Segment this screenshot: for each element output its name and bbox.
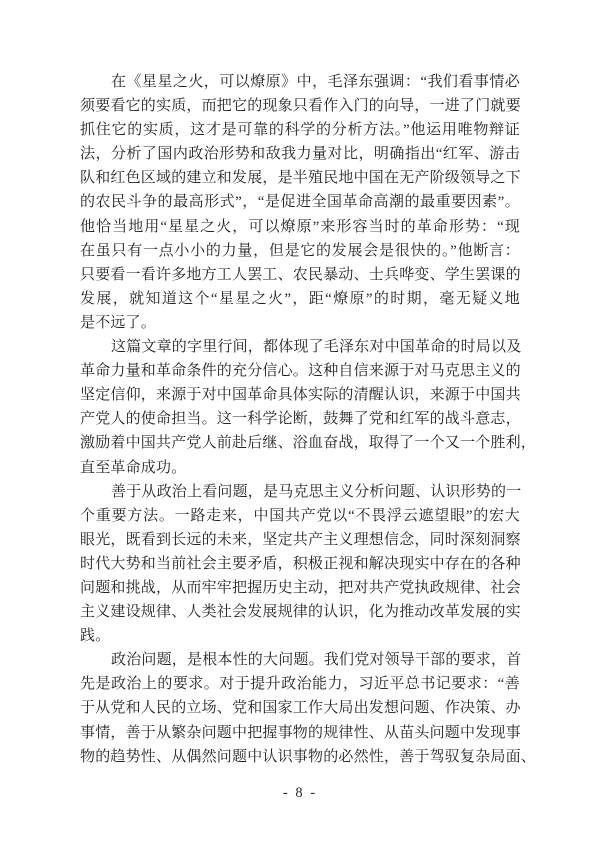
document-body (80, 70, 537, 769)
text-line: 坚定信仰，来源于对中国革命具体实际的清醒认识，来源于中国共 (80, 387, 521, 404)
page-footer (0, 784, 600, 802)
text-line: 践。 (80, 628, 111, 645)
text-line: 他恰当地用“星星之火，可以燎原”来形容当时的革命形势：“现 (80, 218, 520, 235)
text-line: 于从党和人民的立场、党和国家工作大局出发想问题、作决策、办 (80, 700, 521, 717)
text-line: 主义建设规律、人类社会发展规律的认识，化为推动改革发展的实 (80, 604, 521, 621)
text-line: 革命力量和革命条件的充分信心。这种自信来源于对马克思主义的 (80, 363, 521, 380)
text-line: 法，分析了国内政治形势和敌我力量对比，明确指出“红军、游击 (80, 146, 520, 163)
text-line: 先是政治上的要求。对于提升政治能力，习近平总书记要求：“善 (80, 676, 520, 693)
text-line: 时代大势和当前社会主要矛盾，积极正视和解决现实中存在的各种 (80, 555, 521, 572)
text-line: 这篇文章的字里行间，都体现了毛泽东对中国革命的时局以及 (111, 339, 522, 356)
text-line: 问题和挑战，从而牢牢把握历史主动，把对共产党执政规律、社会 (80, 579, 521, 596)
text-line: 善于从政治上看问题，是马克思主义分析问题、认识形势的一 (111, 483, 522, 500)
text-line: 直至革命成功。 (80, 459, 187, 476)
text-line: 只要看一看许多地方工人罢工、农民暴动、士兵哗变、学生罢课的 (80, 266, 521, 283)
text-line: 的农民斗争的最高形式”，“是促进全国革命高潮的最重要因素”。 (80, 194, 520, 211)
text-line: 须要看它的实质，而把它的现象只看作入门的向导，一进了门就要 (80, 98, 521, 115)
text-line: 激励着中国共产党人前赴后继、浴血奋战，取得了一个又一个胜利， (80, 435, 537, 452)
paragraph (80, 480, 520, 649)
page-number: - 8 - (282, 785, 318, 801)
text-line: 在虽只有一点小小的力量，但是它的发展会是很快的。”他断言： (80, 242, 520, 259)
text-line: 个重要方法。一路走来，中国共产党以“不畏浮云遮望眼”的宏大 (80, 507, 520, 524)
text-line: 队和红色区域的建立和发展，是半殖民地中国在无产阶级领导之下 (80, 170, 521, 187)
text-line: 抓住它的实质，这才是可靠的科学的分析方法。”他运用唯物辩证 (80, 122, 520, 139)
text-line: 在《星星之火，可以燎原》中，毛泽东强调：“我们看事情必 (111, 74, 520, 90)
paragraph (80, 70, 520, 335)
paragraph (80, 335, 537, 480)
text-line: 政治问题，是根本性的大问题。我们党对领导干部的要求，首 (111, 652, 522, 669)
text-line: 发展，就知道这个“星星之火”，距“燎原”的时期，毫无疑义地 (80, 290, 520, 307)
text-line: 事情，善于从繁杂问题中把握事物的规律性、从苗头问题中发现事 (80, 724, 521, 741)
paragraph (80, 648, 537, 768)
text-line: 是不远了。 (80, 314, 157, 331)
text-line: 物的趋势性、从偶然问题中认识事物的必然性，善于驾驭复杂局面、 (80, 748, 537, 765)
text-line: 眼光，既看到长远的未来，坚定共产主义理想信念，同时深刻洞察 (80, 531, 521, 548)
text-line: 产党人的使命担当。这一科学论断，鼓舞了党和红军的战斗意志， (80, 411, 521, 428)
